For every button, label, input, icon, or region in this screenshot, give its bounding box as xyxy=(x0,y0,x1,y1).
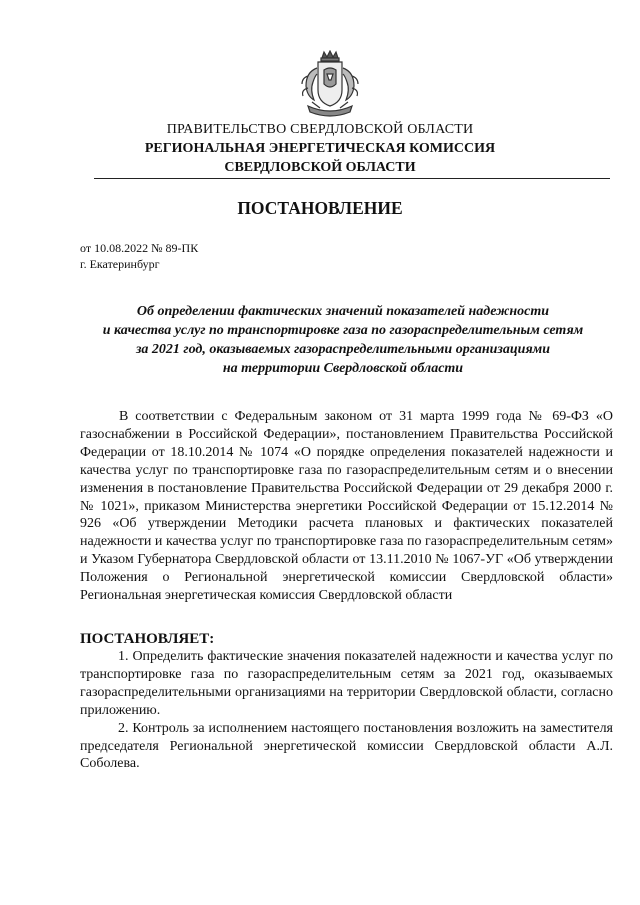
commission-name-line2: СВЕРДЛОВСКОЙ ОБЛАСТИ xyxy=(224,160,416,175)
subject-line: и качества услуг по транспортировке газа по газораспределительным сетям xyxy=(102,323,584,338)
subject-line: на территории Свердловской области xyxy=(222,361,464,376)
document-subject xyxy=(78,302,608,378)
subject-line: Об определении фактических значений показателей надежности xyxy=(136,304,550,319)
document-type-title: ПОСТАНОВЛЕНИЕ xyxy=(237,198,403,218)
preamble-block xyxy=(80,408,613,605)
document-city: г. Екатеринбург xyxy=(80,257,160,271)
decree-item: 1. Определить фактические значения показателей надежности и качества услуг по транспортировке газа по газораспределительным сетям за 2021 год, оказываемых газораспределительными организациями на территории Свердловской области, согласно приложению. xyxy=(80,649,613,718)
preamble-paragraph: В соответствии с Федеральным законом от 31 марта 1999 года № 69-ФЗ «О газоснабжении в Российской Федерации», постановлением Правительства Российской Федерации от 18.10.2014 № 1074 «О порядке определения показателей надежности и качества услуг по транспортировке газа по газораспределительным сетям и о внесении изменения в постановление Правительства Российской Федерации от 29 декабря 2000 г. № 1021», приказом Министерства энергетики Российской Федерации от 15.12.2014 № 926 «Об утверждении Методики расчета плановых и фактических показателей надежности и качества услуг по транспортировке газа по газораспределительным сетям» и Указом Губернатора Свердловской области от 13.11.2010 № 1067-УГ «Об утверждении Положения о Региональной энергетической комиссии Свердловской области» Региональная энергетическая комиссия Свердловской области xyxy=(80,409,613,604)
decree-items xyxy=(80,648,613,773)
coat-of-arms-icon xyxy=(298,50,362,118)
subject-line: за 2021 год, оказываемых газораспределительными организациями xyxy=(135,342,551,357)
government-name: ПРАВИТЕЛЬСТВО СВЕРДЛОВСКОЙ ОБЛАСТИ xyxy=(166,122,474,137)
decree-heading: ПОСТАНОВЛЯЕТ: xyxy=(80,631,215,647)
header-divider xyxy=(94,178,610,179)
commission-name-line1: РЕГИОНАЛЬНАЯ ЭНЕРГЕТИЧЕСКАЯ КОМИССИЯ xyxy=(144,141,496,156)
decree-item: 2. Контроль за исполнением настоящего постановления возложить на заместителя председателя Региональной энергетической комиссии Свердловской области А.Л. Соболева. xyxy=(80,720,613,772)
document-date-number: от 10.08.2022 № 89-ПК xyxy=(80,241,199,255)
